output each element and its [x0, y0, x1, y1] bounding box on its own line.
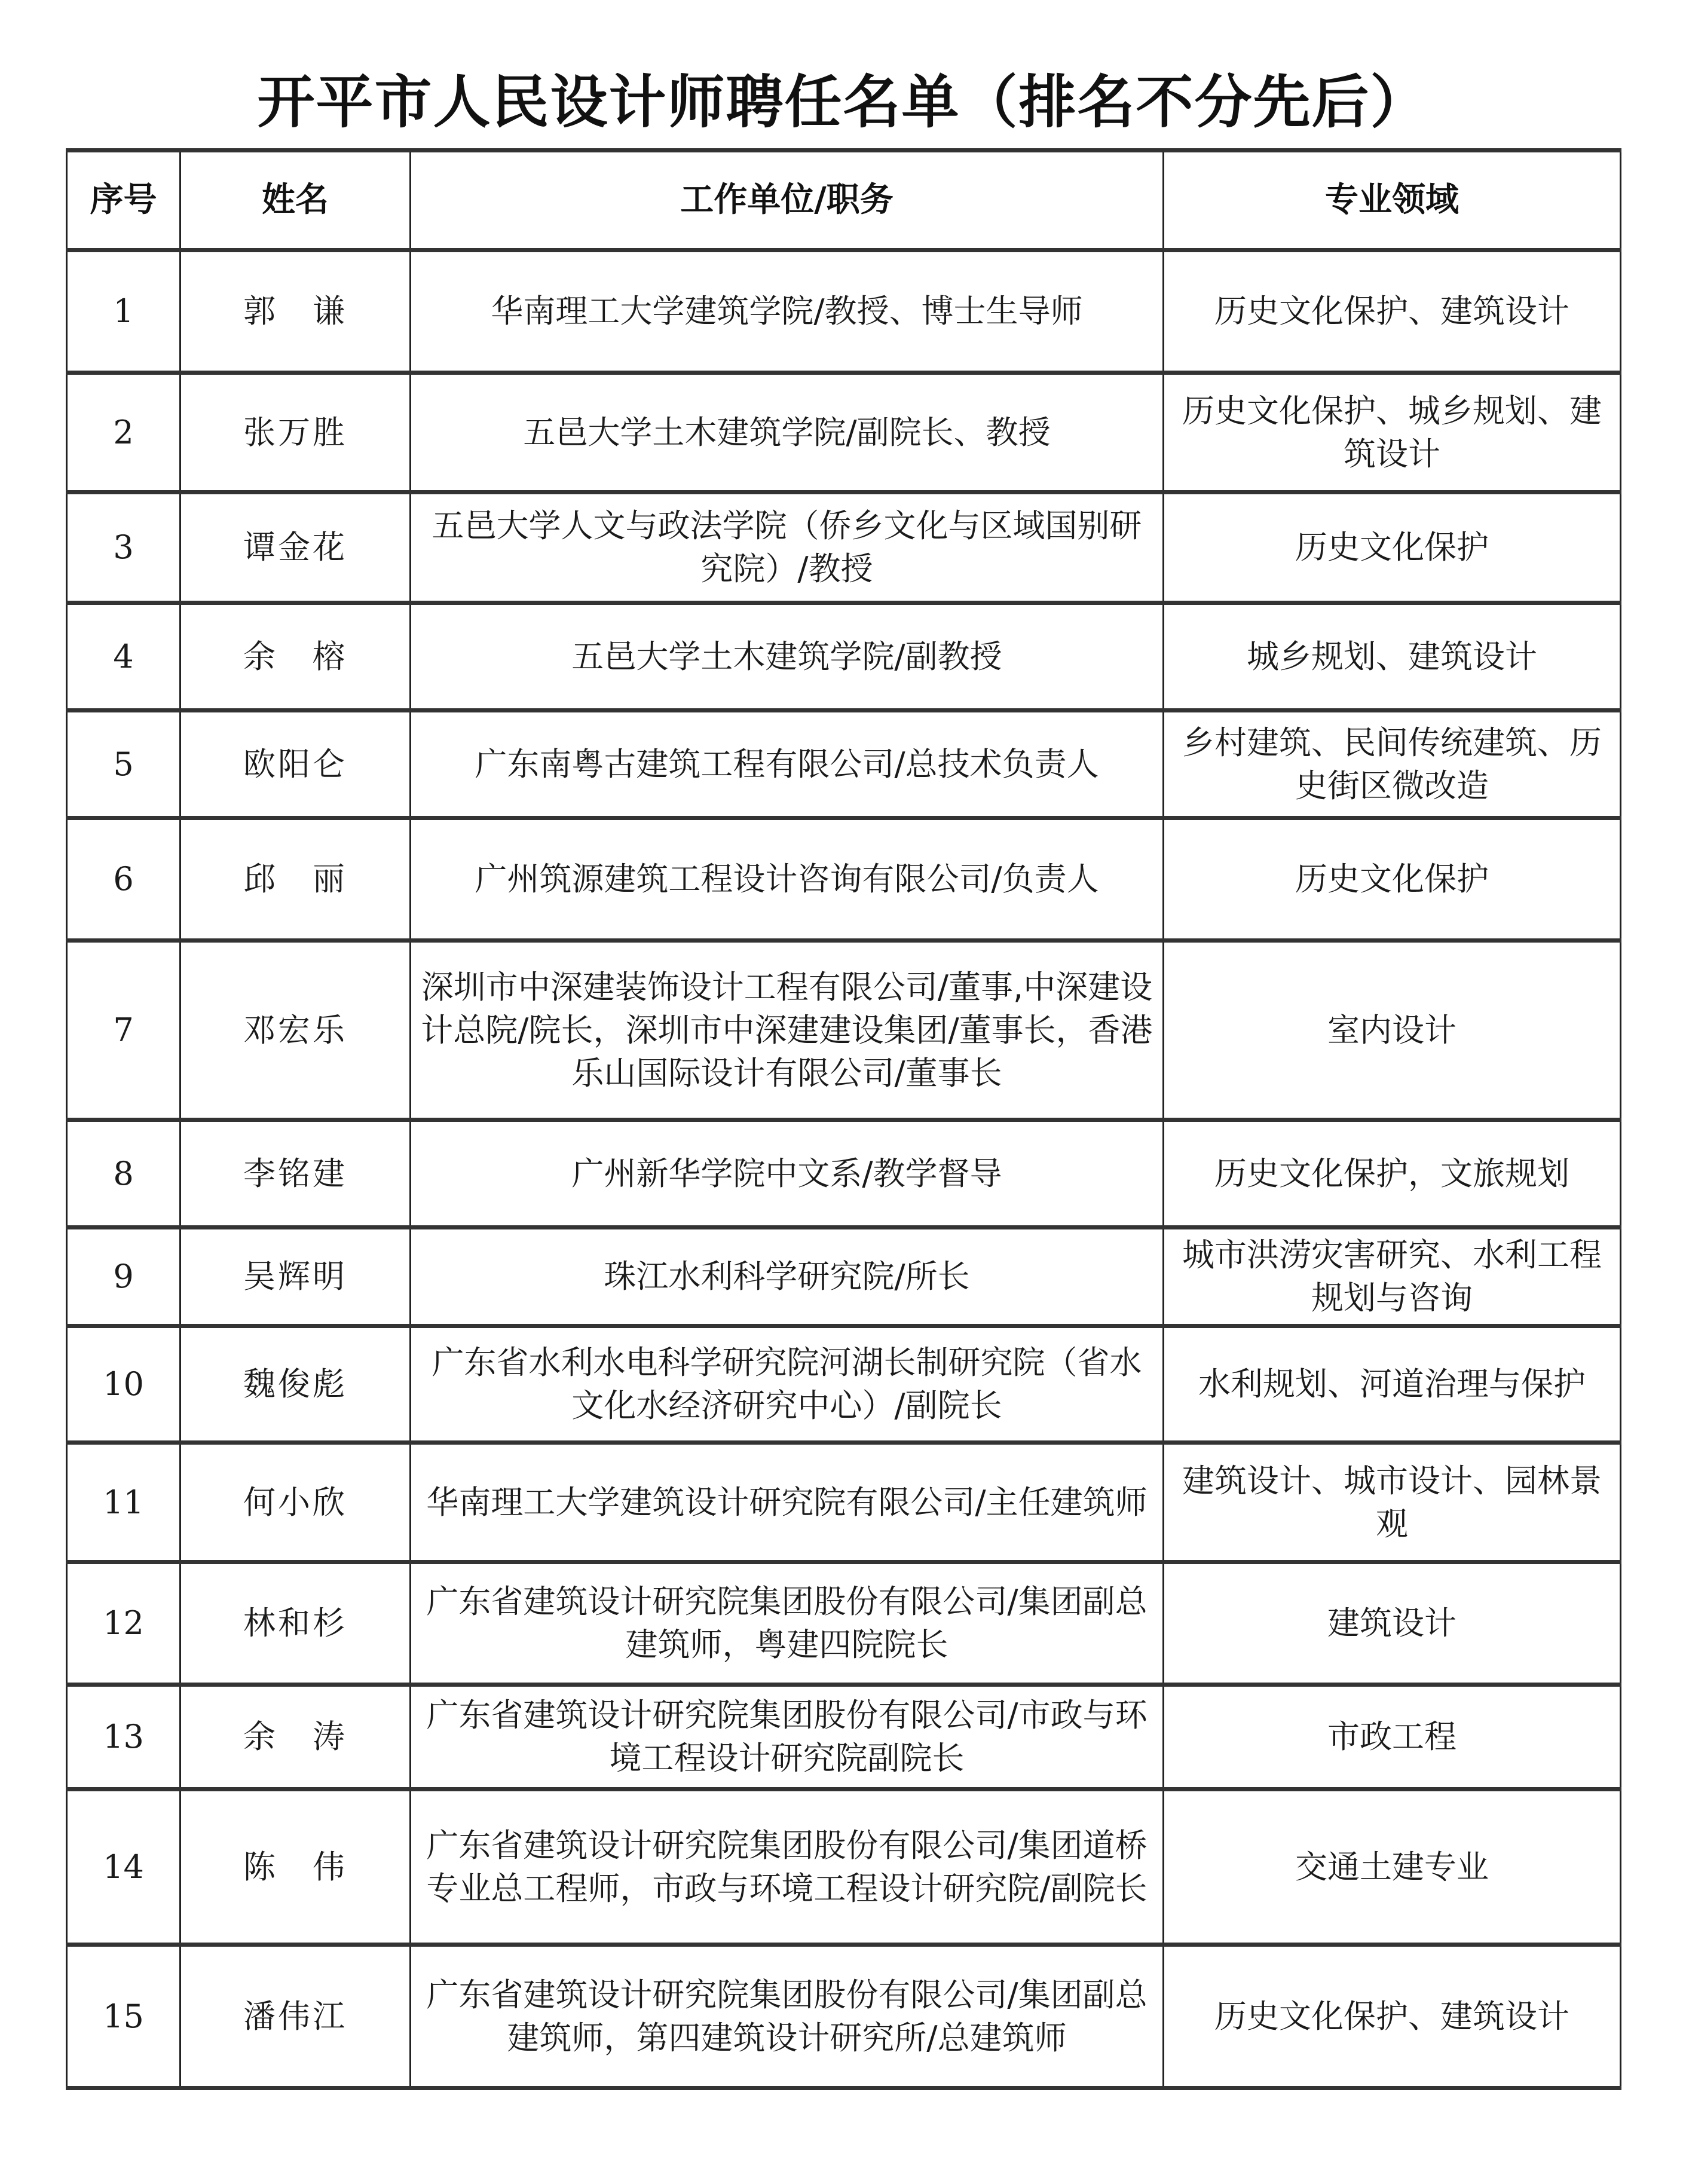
cell-field: 建筑设计、城市设计、园林景观 [1164, 1443, 1621, 1562]
cell-no: 3 [67, 493, 180, 603]
header-name: 姓名 [180, 151, 411, 250]
cell-unit: 广东省建筑设计研究院集团股份有限公司/集团副总建筑师，粤建四院院长 [411, 1562, 1164, 1685]
cell-name: 潘伟江 [180, 1945, 411, 2088]
cell-no: 12 [67, 1562, 180, 1685]
cell-no: 4 [67, 603, 180, 711]
cell-unit: 广东省建筑设计研究院集团股份有限公司/集团道桥专业总工程师，市政与环境工程设计研究院/副院长 [411, 1790, 1164, 1945]
cell-field: 交通土建专业 [1164, 1790, 1621, 1945]
cell-name: 陈 伟 [180, 1790, 411, 1945]
cell-unit: 五邑大学人文与政法学院（侨乡文化与区域国别研究院）/教授 [411, 493, 1164, 603]
cell-field: 历史文化保护，文旅规划 [1164, 1120, 1621, 1228]
cell-no: 14 [67, 1790, 180, 1945]
cell-field: 市政工程 [1164, 1685, 1621, 1790]
cell-name: 何小欣 [180, 1443, 411, 1562]
table-row [67, 1228, 1621, 1326]
cell-no: 15 [67, 1945, 180, 2088]
cell-unit: 广东省建筑设计研究院集团股份有限公司/集团副总建筑师，第四建筑设计研究所/总建筑师 [411, 1945, 1164, 2088]
cell-no: 8 [67, 1120, 180, 1228]
cell-name: 欧阳仑 [180, 711, 411, 818]
cell-unit: 华南理工大学建筑学院/教授、博士生导师 [411, 250, 1164, 373]
table-row [67, 711, 1621, 818]
header-unit: 工作单位/职务 [411, 151, 1164, 250]
table-row [67, 941, 1621, 1120]
table-row [67, 1443, 1621, 1562]
table-row [67, 373, 1621, 493]
cell-name: 谭金花 [180, 493, 411, 603]
cell-field: 历史文化保护、建筑设计 [1164, 250, 1621, 373]
cell-field: 水利规划、河道治理与保护 [1164, 1326, 1621, 1443]
cell-name: 张万胜 [180, 373, 411, 493]
cell-no: 1 [67, 250, 180, 373]
cell-no: 5 [67, 711, 180, 818]
cell-field: 历史文化保护、城乡规划、建筑设计 [1164, 373, 1621, 493]
cell-name: 余 榕 [180, 603, 411, 711]
cell-field: 城乡规划、建筑设计 [1164, 603, 1621, 711]
cell-unit: 广州筑源建筑工程设计咨询有限公司/负责人 [411, 818, 1164, 941]
cell-unit: 五邑大学土木建筑学院/副院长、教授 [411, 373, 1164, 493]
header-no: 序号 [67, 151, 180, 250]
cell-name: 余 涛 [180, 1685, 411, 1790]
cell-name: 邓宏乐 [180, 941, 411, 1120]
cell-unit: 华南理工大学建筑设计研究院有限公司/主任建筑师 [411, 1443, 1164, 1562]
cell-field: 城市洪涝灾害研究、水利工程规划与咨询 [1164, 1228, 1621, 1326]
cell-unit: 五邑大学土木建筑学院/副教授 [411, 603, 1164, 711]
cell-field: 历史文化保护、建筑设计 [1164, 1945, 1621, 2088]
cell-name: 林和杉 [180, 1562, 411, 1685]
cell-name: 郭 谦 [180, 250, 411, 373]
cell-field: 历史文化保护 [1164, 493, 1621, 603]
table-header-row [67, 151, 1621, 250]
cell-unit: 广东南粤古建筑工程有限公司/总技术负责人 [411, 711, 1164, 818]
cell-name: 邱 丽 [180, 818, 411, 941]
cell-no: 9 [67, 1228, 180, 1326]
cell-name: 魏俊彪 [180, 1326, 411, 1443]
table-row [67, 818, 1621, 941]
cell-field: 乡村建筑、民间传统建筑、历史街区微改造 [1164, 711, 1621, 818]
designer-roster-table [66, 148, 1621, 2090]
table-row [67, 1120, 1621, 1228]
table-row [67, 493, 1621, 603]
cell-unit: 广州新华学院中文系/教学督导 [411, 1120, 1164, 1228]
table-row [67, 1326, 1621, 1443]
cell-no: 6 [67, 818, 180, 941]
table-row [67, 1945, 1621, 2088]
document-title: 开平市人民设计师聘任名单（排名不分先后） [257, 69, 1429, 136]
table-row [67, 603, 1621, 711]
header-field: 专业领域 [1164, 151, 1621, 250]
cell-no: 7 [67, 941, 180, 1120]
table-row [67, 1562, 1621, 1685]
cell-field: 历史文化保护 [1164, 818, 1621, 941]
cell-no: 10 [67, 1326, 180, 1443]
cell-field: 建筑设计 [1164, 1562, 1621, 1685]
cell-unit: 广东省水利水电科学研究院河湖长制研究院（省水文化水经济研究中心）/副院长 [411, 1326, 1164, 1443]
cell-unit: 珠江水利科学研究院/所长 [411, 1228, 1164, 1326]
table-row [67, 250, 1621, 373]
table-row [67, 1685, 1621, 1790]
cell-no: 13 [67, 1685, 180, 1790]
cell-field: 室内设计 [1164, 941, 1621, 1120]
cell-name: 吴辉明 [180, 1228, 411, 1326]
cell-name: 李铭建 [180, 1120, 411, 1228]
table-row [67, 1790, 1621, 1945]
cell-unit: 深圳市中深建装饰设计工程有限公司/董事,中深建设计总院/院长，深圳市中深建建设集团/董事长，香港乐山国际设计有限公司/董事长 [411, 941, 1164, 1120]
cell-no: 2 [67, 373, 180, 493]
cell-no: 11 [67, 1443, 180, 1562]
cell-unit: 广东省建筑设计研究院集团股份有限公司/市政与环境工程设计研究院副院长 [411, 1685, 1164, 1790]
